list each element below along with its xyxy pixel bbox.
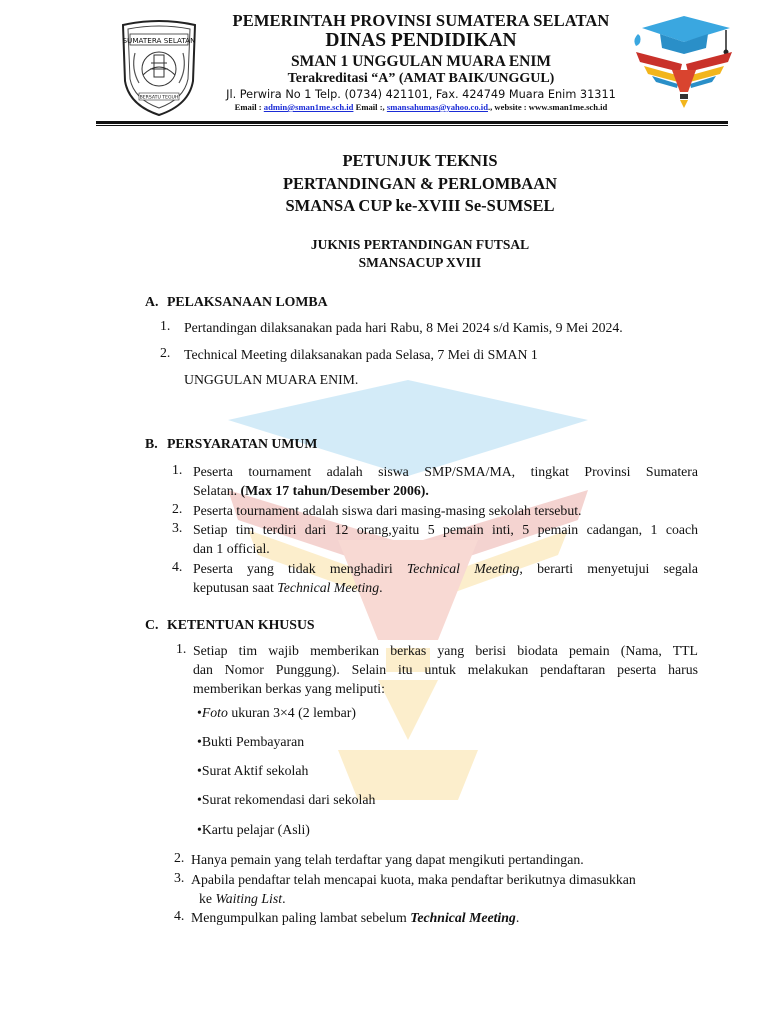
section-b-item-3 xyxy=(193,520,698,558)
technical-meeting-term: Technical Meeting xyxy=(406,561,520,576)
requirement-1-italic: Foto xyxy=(201,705,228,720)
section-c-item-3-prefix: ke xyxy=(199,891,216,906)
section-c-title: KETENTUAN KHUSUS xyxy=(167,617,315,632)
section-c-item-1 xyxy=(193,641,698,698)
section-c-item-1-line-1: Setiap tim wajib memberikan berkas yang berisi biodata pemain (Nama, TTL xyxy=(193,643,698,658)
section-c-item-3 xyxy=(191,870,701,908)
section-b-item-3-line-2: dan 1 official. xyxy=(193,541,270,556)
website-text: ., website : www.sman1me.sch.id xyxy=(487,101,608,112)
section-a-item-2-continued: UNGGULAN MUARA ENIM. xyxy=(184,372,359,387)
section-c-item-4 xyxy=(191,908,519,927)
section-b-item-1-number: 1. xyxy=(172,462,183,477)
bullet-marker: • xyxy=(197,763,202,778)
letterhead-department: DINAS PENDIDIKAN xyxy=(325,30,517,52)
requirement-bullet-5 xyxy=(197,820,310,839)
section-c-item-4-text: Mengumpulkan paling lambat sebelum xyxy=(191,910,411,925)
section-c-item-3-number: 3. xyxy=(174,870,185,885)
bullet-marker: • xyxy=(197,734,202,749)
bullet-marker: • xyxy=(197,792,202,807)
section-b-item-1 xyxy=(193,462,698,500)
seal-bottom-text: BERSATU TEGUH xyxy=(139,95,179,101)
seal-top-text: SUMATERA SELATAN xyxy=(122,36,196,45)
section-c-item-1-number: 1. xyxy=(176,641,187,656)
letterhead-address: Jl. Perwira No 1 Telp. (0734) 421101, Fax. 424749 Muara Enim 31311 xyxy=(226,88,616,102)
section-b-item-3-number: 3. xyxy=(172,520,183,535)
section-b-item-4-period: . xyxy=(379,580,383,595)
section-a-item-1-text: Pertandingan dilaksanakan pada hari Rabu, 8 Mei 2024 s/d Kamis, 9 Mei 2024. xyxy=(184,320,623,335)
section-b-item-4-text-c: keputusan saat xyxy=(193,580,278,595)
section-b-age-limit: (Max 17 tahun/Desember 2006). xyxy=(240,483,429,498)
technical-meeting-deadline-term: Technical Meeting xyxy=(410,910,516,925)
waiting-list-term: Waiting List xyxy=(215,891,283,906)
section-b-item-2-number: 2. xyxy=(172,501,183,516)
section-c-item-3-line-2 xyxy=(199,889,701,908)
section-b-item-3-line-1: Setiap tim terdiri dari 12 orang,yaitu 5 pemain inti, 5 pemain cadangan, 1 coach xyxy=(193,522,698,537)
technical-meeting-term-2: Technical Meeting xyxy=(277,580,380,595)
section-b-item-4-line-1 xyxy=(193,559,698,578)
requirement-bullet-3 xyxy=(197,761,308,780)
letterhead-school: SMAN 1 UNGGULAN MUARA ENIM xyxy=(290,53,552,71)
section-b-item-2-text: Peserta tournament adalah siswa dari masing-masing sekolah tersebut. xyxy=(193,503,582,518)
subtitle-line-1: JUKNIS PERTANDINGAN FUTSAL xyxy=(310,237,530,252)
section-c-item-3-period: . xyxy=(282,891,286,906)
section-b-title: PERSYARATAN UMUM xyxy=(167,436,318,451)
section-c-item-4-period: . xyxy=(515,910,520,925)
section-c-item-4-number: 4. xyxy=(174,908,185,923)
subtitle-line-2: SMANSACUP XVIII xyxy=(358,255,482,270)
requirement-bullet-4 xyxy=(197,790,375,809)
section-a-item-2-number: 2. xyxy=(160,345,171,360)
section-b-item-4 xyxy=(193,559,698,597)
section-b-item-4-line-2 xyxy=(193,578,698,597)
requirement-5-text: Kartu pelajar (Asli) xyxy=(201,822,310,837)
title-line-1: PETUNJUK TEKNIS xyxy=(342,151,498,170)
email-label: Email : xyxy=(234,101,264,112)
requirement-2-text: Bukti Pembayaran xyxy=(201,734,305,749)
letterhead-accreditation: Terakreditasi “A” (AMAT BAIK/UNGGUL) xyxy=(287,70,555,86)
section-c-item-2-number: 2. xyxy=(174,850,185,865)
section-b-item-4-text-b: , berarti menyetujui segala xyxy=(519,561,699,576)
section-b-item-4-number: 4. xyxy=(172,559,183,574)
section-b-item-4-text-a: Peserta yang tidak menghadiri xyxy=(193,561,407,576)
requirement-1-text: ukuran 3×4 (2 lembar) xyxy=(227,705,356,720)
section-b-letter: B. xyxy=(145,436,158,451)
section-c-heading xyxy=(145,617,315,633)
letterhead-government: PEMERINTAH PROVINSI SUMATERA SELATAN xyxy=(232,11,610,30)
title-line-3: SMANSA CUP ke-XVIII Se-SUMSEL xyxy=(285,196,555,215)
requirement-3-text: Surat Aktif sekolah xyxy=(201,763,309,778)
section-a-heading xyxy=(145,294,328,310)
section-b-heading xyxy=(145,436,317,452)
email-label-2: Email :, xyxy=(353,101,387,112)
bullet-marker: • xyxy=(197,705,202,720)
bullet-marker: • xyxy=(197,822,202,837)
section-a-title: PELAKSANAAN LOMBA xyxy=(167,294,328,309)
section-c-item-1-line-3: memberikan berkas yang meliputi: xyxy=(193,681,385,696)
section-c-item-1-line-2: dan Nomor Punggung). Selain itu untuk melakukan pendaftaran peserta harus xyxy=(193,662,698,677)
section-a-letter: A. xyxy=(145,294,159,309)
section-a-item-1-number: 1. xyxy=(160,318,171,333)
section-b-item-1-line-2 xyxy=(193,481,698,500)
requirement-bullet-2 xyxy=(197,732,304,751)
section-c-item-3-line-1: Apabila pendaftar telah mencapai kuota, maka pendaftar berikutnya dimasukkan xyxy=(191,872,636,887)
section-c-item-2-text: Hanya pemain yang telah terdaftar yang dapat mengikuti pertandingan. xyxy=(191,852,584,867)
email-link-humas[interactable]: smansahumas@yahoo.co.id xyxy=(386,101,488,112)
section-b-item-1-line-1: Peserta tournament adalah siswa SMP/SMA/MA, tingkat Provinsi Sumatera xyxy=(193,464,698,479)
requirement-4-text: Surat rekomendasi dari sekolah xyxy=(201,792,376,807)
requirement-bullet-1 xyxy=(197,703,356,722)
section-a-item-2-text: Technical Meeting dilaksanakan pada Selasa, 7 Mei di SMAN 1 xyxy=(184,347,538,362)
email-link-admin[interactable]: admin@sman1me.sch.id xyxy=(263,101,354,112)
title-line-2: PERTANDINGAN & PERLOMBAAN xyxy=(282,173,558,193)
section-c-letter: C. xyxy=(145,617,159,632)
section-b-item-1-prefix: Selatan. xyxy=(193,483,241,498)
